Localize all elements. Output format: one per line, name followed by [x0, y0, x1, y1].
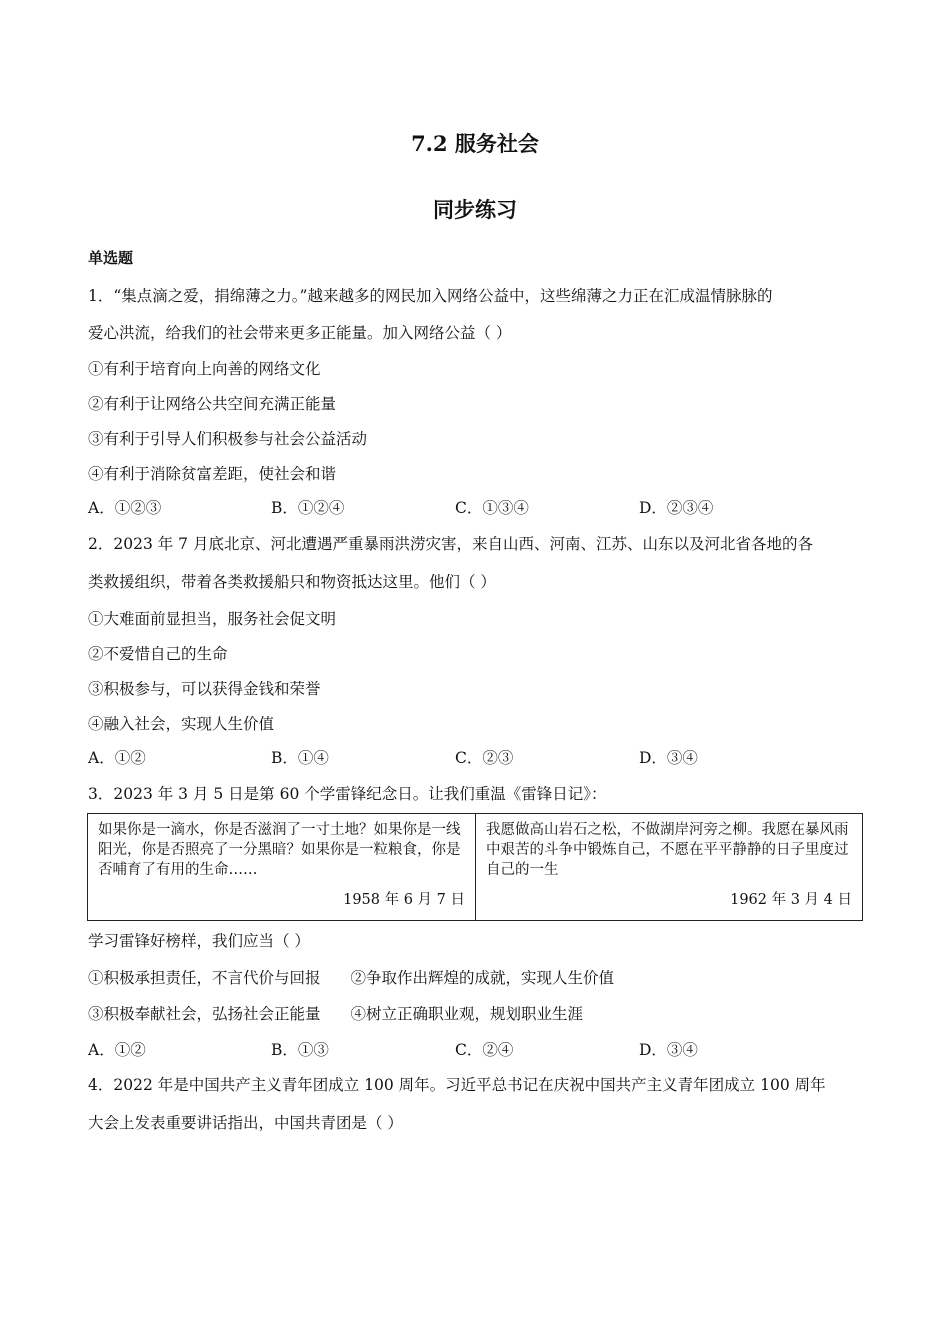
q1-item-4: ④有利于消除贫富差距，使社会和谐 — [88, 465, 337, 483]
q3-item-2: ②争取作出辉煌的成就，实现人生价值 — [350, 969, 615, 987]
q1-item-2: ②有利于让网络公共空间充满正能量 — [88, 395, 337, 413]
q3-option-a[interactable]: A．①② — [88, 1041, 146, 1059]
q4-stem-line2: 大会上发表重要讲话指出，中国共青团是（ ） — [88, 1114, 403, 1132]
q3-stem-line1: 3．2023 年 3 月 5 日是第 60 个学雷锋纪念日。让我们重温《雷锋日记》： — [88, 785, 607, 803]
q1-item-3: ③有利于引导人们积极参与社会公益活动 — [88, 430, 368, 448]
q3-items-row-2 — [88, 1002, 583, 1024]
q1-option-d[interactable]: D．②③④ — [639, 499, 714, 517]
q3-option-b[interactable]: B．①③ — [271, 1041, 329, 1059]
q3-item-1: ①积极承担责任，不言代价与回报 — [88, 969, 321, 987]
q3-option-c[interactable]: C．②④ — [455, 1041, 514, 1059]
q2-stem-line1: 2．2023 年 7 月底北京、河北遭遇严重暴雨洪涝灾害，来自山西、河南、江苏、山东以及河北省各地的各 — [88, 535, 813, 553]
q1-item-1: ①有利于培育向上向善的网络文化 — [88, 360, 321, 378]
q1-option-b[interactable]: B．①②④ — [271, 499, 345, 517]
q1-option-c[interactable]: C．①③④ — [455, 499, 529, 517]
diary-quote-text: 如果你是一滴水，你是否滋润了一寸土地？如果你是一线阳光，你是否照亮了一分黑暗？如果你是一粒粮食，你是否哺育了有用的生命…… — [98, 822, 461, 878]
q3-items-row-1 — [88, 966, 614, 988]
diary-quote-table — [87, 813, 863, 921]
q1-option-a[interactable]: A．①②③ — [88, 499, 162, 517]
q4-stem-line1: 4．2022 年是中国共产主义青年团成立 100 周年。习近平总书记在庆祝中国共产主义青年团成立 100 周年 — [88, 1076, 826, 1094]
q3-options — [88, 1038, 868, 1060]
q2-option-b[interactable]: B．①④ — [271, 749, 329, 767]
q2-stem-line2: 类救援组织，带着各类救援船只和物资抵达这里。他们（ ） — [88, 573, 496, 591]
page-title: 7.2 服务社会 — [411, 131, 539, 156]
diary-quote-cell — [475, 814, 862, 920]
q3-option-d[interactable]: D．③④ — [639, 1041, 698, 1059]
q2-item-3: ③积极参与，可以获得金钱和荣誉 — [88, 680, 321, 698]
diary-quote-date: 1962 年 3 月 4 日 — [730, 892, 852, 908]
q2-item-4: ④融入社会，实现人生价值 — [88, 715, 275, 733]
section-label: 单选题 — [88, 249, 134, 267]
q3-item-3: ③积极奉献社会，弘扬社会正能量 — [88, 1005, 321, 1023]
q1-options — [88, 496, 868, 518]
q3-stem-line2: 学习雷锋好榜样，我们应当（ ） — [88, 932, 310, 950]
q1-stem-line1: 1．“集点滴之爱，捐绵薄之力。”越来越多的网民加入网络公益中，这些绵薄之力正在汇成温情脉脉的 — [88, 287, 773, 305]
diary-quote-date: 1958 年 6 月 7 日 — [343, 892, 465, 908]
q2-option-d[interactable]: D．③④ — [639, 749, 698, 767]
q2-item-2: ②不爱惜自己的生命 — [88, 645, 228, 663]
q1-stem-line2: 爱心洪流，给我们的社会带来更多正能量。加入网络公益（ ） — [88, 324, 512, 342]
q2-option-a[interactable]: A．①② — [88, 749, 146, 767]
diary-quote-text: 我愿做高山岩石之松，不做湖岸河旁之柳。我愿在暴风雨中艰苦的斗争中锻炼自己，不愿在平平静静的日子里度过自己的一生 — [486, 822, 849, 878]
q2-options — [88, 746, 868, 768]
q3-item-4: ④树立正确职业观，规划职业生涯 — [350, 1005, 584, 1023]
q2-item-1: ①大难面前显担当，服务社会促文明 — [88, 610, 337, 628]
q2-option-c[interactable]: C．②③ — [455, 749, 514, 767]
diary-quote-cell — [88, 814, 475, 920]
page-subtitle: 同步练习 — [433, 197, 517, 222]
